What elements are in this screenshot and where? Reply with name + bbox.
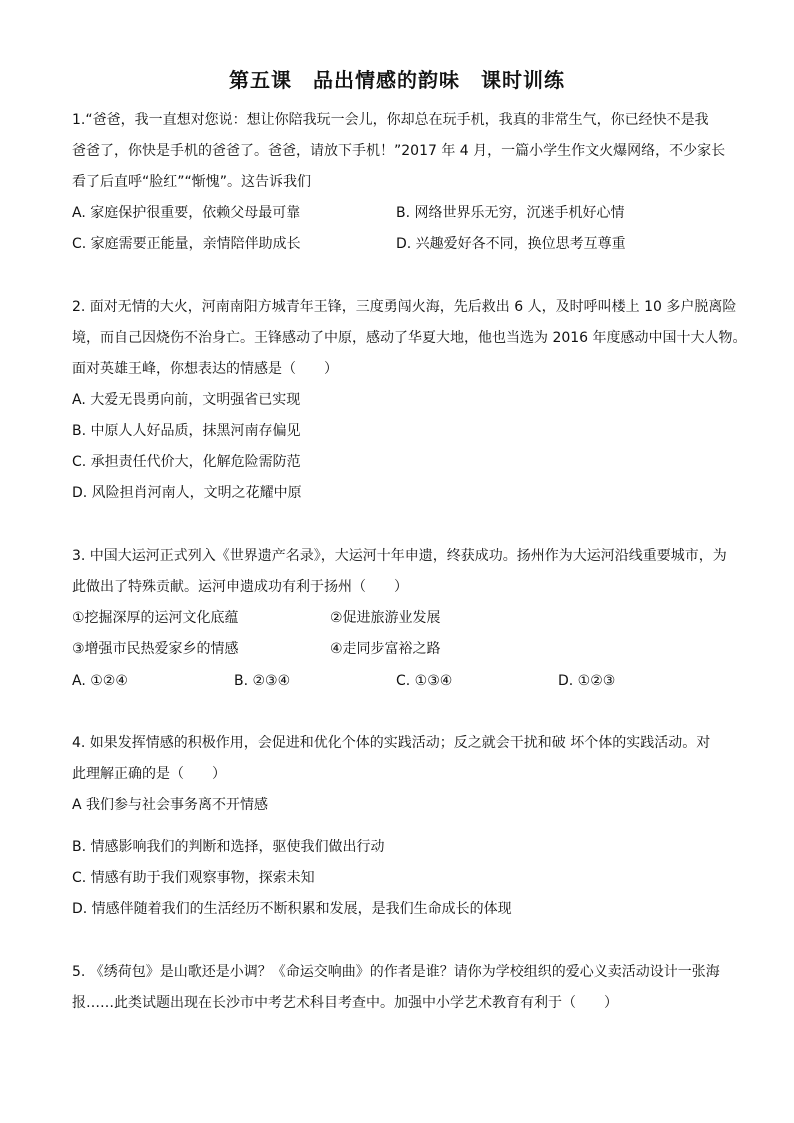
q4-option-b: B. 情感影响我们的判断和选择，驱使我们做出行动: [72, 839, 385, 855]
q1-option-b: B. 网络世界乐无穷，沉迷手机好心情: [396, 205, 625, 221]
q3-item-3: ③增强市民热爱家乡的情感: [72, 641, 239, 657]
q2-option-d: D. 风险担肖河南人，文明之花耀中原: [72, 485, 302, 501]
q3-item-1: ①挖掘深厚的运河文化底蕴: [72, 610, 239, 626]
q2-stem-line-2: 境，而自己因烧伤不治身亡。王锋感动了中原，感动了华夏大地，他也当选为 2016 年度感动中国十大人物。: [72, 330, 747, 346]
q2-stem-line-1: 2. 面对无情的大火，河南南阳方城青年王锋，三度勇闯火海，先后救出 6 人，及时呼叫楼上 10 多户脱离险: [72, 299, 737, 315]
q3-option-b: B. ②③④: [234, 673, 291, 689]
q1-stem-line-1: 1.“爸爸，我一直想对您说：想让你陪我玩一会儿，你却总在玩手机，我真的非常生气，你已经快不是我: [72, 112, 709, 128]
q1-stem-line-3: 看了后直呼“脸红”“惭愧”。这告诉我们: [72, 174, 312, 190]
q4-stem-line-2: 此理解正确的是（ ）: [72, 766, 226, 782]
q4-stem-line-1: 4. 如果发挥情感的积极作用，会促进和优化个体的实践活动；反之就会干扰和破 坏个体的实践活动。对: [72, 735, 711, 751]
q5-stem-line-2: 报……此类试题出现在长沙市中考艺术科目考查中。加强中小学艺术教育有利于（ ）: [72, 995, 618, 1011]
q2-option-c: C. 承担责任代价大，化解危险需防范: [72, 454, 301, 470]
q3-stem-line-2: 此做出了特殊贡献。运河申遗成功有利于扬州（ ）: [72, 579, 408, 595]
q3-option-c: C. ①③④: [396, 673, 453, 689]
q4-option-c: C. 情感有助于我们观察事物，探索未知: [72, 870, 315, 886]
q3-item-2: ②促进旅游业发展: [330, 610, 441, 626]
q2-option-a: A. 大爱无畏勇向前，文明强省已实现: [72, 392, 301, 408]
page-title: 第五课 品出情感的韵味 课时训练: [229, 68, 565, 92]
q1-stem-line-2: 爸爸了，你快是手机的爸爸了。爸爸，请放下手机！”2017 年 4 月，一篇小学生作文火爆网络，不少家长: [72, 143, 726, 159]
q3-option-d: D. ①②③: [558, 673, 616, 689]
q1-option-d: D. 兴趣爱好各不同，换位思考互尊重: [396, 236, 626, 252]
q2-stem-line-3: 面对英雄王峰，你想表达的情感是（ ）: [72, 361, 338, 377]
q1-option-c: C. 家庭需要正能量，亲情陪伴助成长: [72, 236, 301, 252]
q4-option-d: D. 情感伴随着我们的生活经历不断积累和发展，是我们生命成长的体现: [72, 901, 512, 917]
q2-option-b: B. 中原人人好品质，抹黑河南存偏见: [72, 423, 301, 439]
q3-option-a: A. ①②④: [72, 673, 128, 689]
q4-option-a: A 我们参与社会事务离不开情感: [72, 797, 269, 813]
q3-item-4: ④走同步富裕之路: [330, 641, 441, 657]
q3-stem-line-1: 3. 中国大运河正式列入《世界遗产名录》，大运河十年申遗，终获成功。扬州作为大运河沿线重要城市，为: [72, 548, 727, 564]
q5-stem-line-1: 5. 《绣荷包》是山歌还是小调？《命运交响曲》的作者是谁？请你为学校组织的爱心义卖活动设计一张海: [72, 964, 720, 980]
q1-option-a: A. 家庭保护很重要，依赖父母最可靠: [72, 205, 301, 221]
